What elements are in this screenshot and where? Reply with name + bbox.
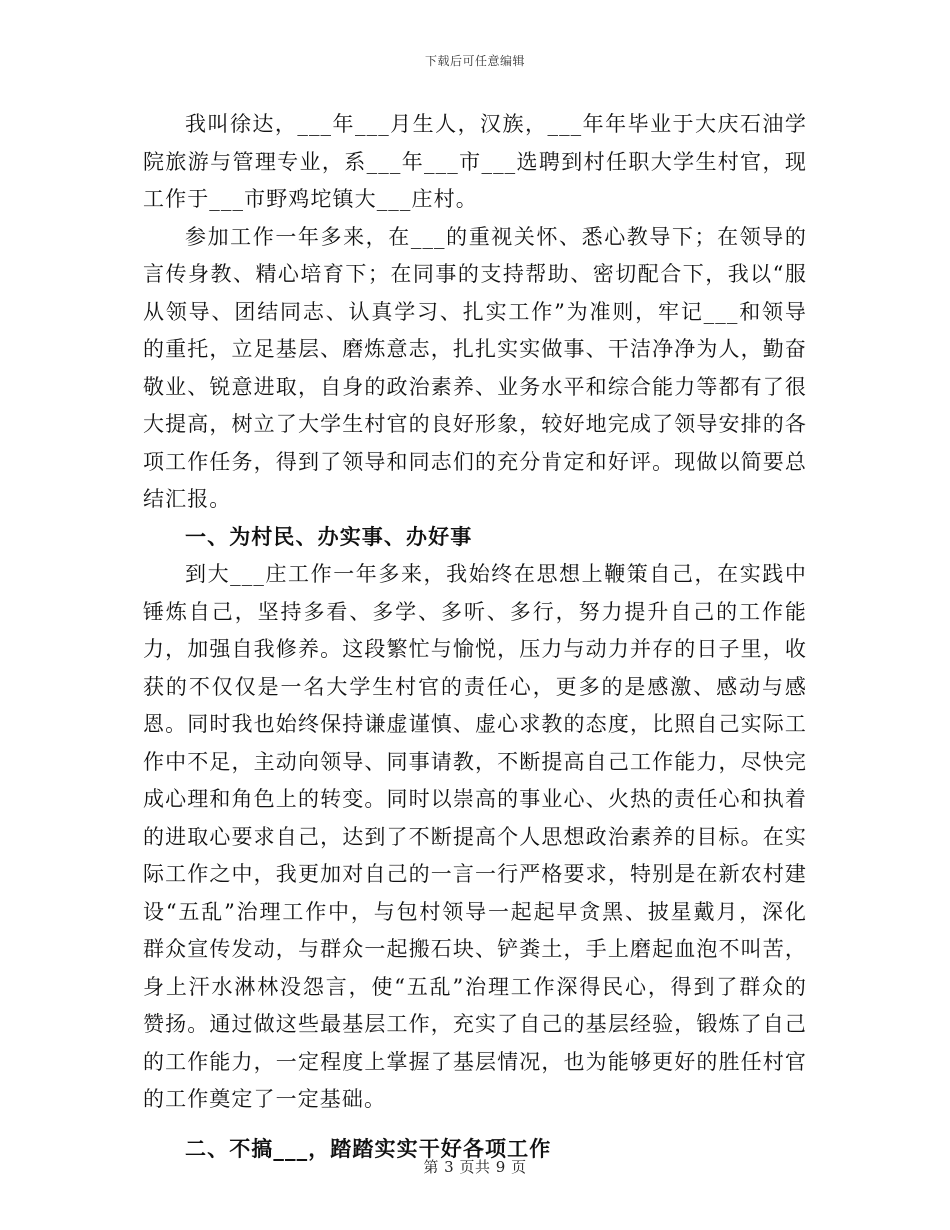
paragraph-overview: 参加工作一年多来，在___的重视关怀、悉心教导下；在领导的言传身教、精心培育下；在同事的支持帮助、密切配合下，我以“服从领导、团结同志、认真学习、扎实工作”为准则，牢记___和领导的重托，立足基层、磨炼意志，扎扎实实做事、干洁净净为人，勤奋敬业、锐意进取，自身的政治素养、业务水平和综合能力等都有了很大提高，树立了大学生村官的良好形象，较好地完成了领导安排的各项工作任务，得到了领导和同志们的充分肯定和好评。现做以简要总结汇报。 [143, 224, 807, 511]
document-body [143, 106, 807, 1169]
section-heading-1: 一、为村民、办实事、办好事 [185, 524, 473, 549]
page-footer: 第 3 页共 9 页 [423, 1158, 527, 1176]
page-header: 下载后可任意编辑 [424, 54, 525, 68]
paragraph-intro: 我叫徐达，___年___月生人，汉族，___年年毕业于大庆石油学院旅游与管理专业，系___年___市___选聘到村任职大学生村官，现工作于___市野鸡坨镇大___庄村。 [143, 112, 807, 211]
paragraph-section-1: 到大___庄工作一年多来，我始终在思想上鞭策自己，在实践中锤炼自己，坚持多看、多学、多听、多行，努力提升自己的工作能力，加强自我修养。这段繁忙与愉悦，压力与动力并存的日子里，收获的不仅仅是一名大学生村官的责任心，更多的是感激、感动与感恩。同时我也始终保持谦虚谨慎、虚心求教的态度，比照自己实际工作中不足，主动向领导、同事请教，不断提高自己工作能力，尽快完成心理和角色上的转变。同时以崇高的事业心、火热的责任心和执着的进取心要求自己，达到了不断提高个人思想政治素养的目标。在实际工作之中，我更加对自己的一言一行严格要求，特别是在新农村建设“五乱”治理工作中，与包村领导一起起早贪黑、披星戴月，深化群众宣传发动，与群众一起搬石块、铲粪土，手上磨起血泡不叫苦，身上汗水淋林没怨言，使“五乱”治理工作深得民心，得到了群众的赞扬。通过做这些最基层工作，充实了自己的基层经验，锻炼了自己的工作能力，一定程度上掌握了基层情况，也为能够更好的胜任村官的工作奠定了一定基础。 [143, 562, 807, 1111]
section-heading-2: 二、不搞___，踏踏实实干好各项工作 [185, 1136, 552, 1161]
